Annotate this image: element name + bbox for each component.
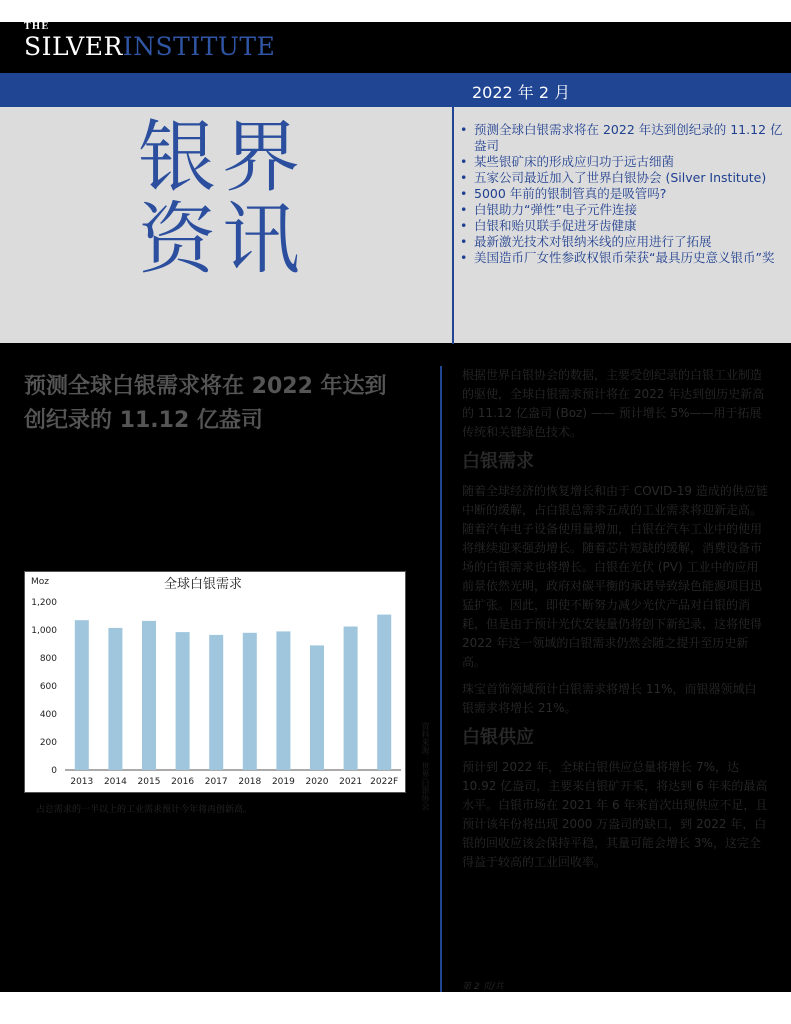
chart-svg [25,572,405,792]
bar [75,620,89,770]
masthead-divider [452,73,454,344]
chart-title: 全球白银需求 [163,577,243,592]
article-body [462,366,768,880]
article-headline: 预测全球白银需求将在 2022 年达到创纪录的 11.12 亿盎司 [24,374,387,433]
demand-paragraph-2: 珠宝首饰领域预计白银需求将增长 11%，而银器领域白银需求将增长 21%。 [462,682,757,715]
logo-wordmark [24,32,275,61]
demand-paragraph-1: 随着全球经济的恢复增长和由于 COVID-19 造成的供应链中断的缓解，占白银总需求五成的工业需求将迎新走高。随着汽车电子设备使用量增加，白银在汽车工业中的使用将继续迎来强劲增长。随着芯片短缺的缓解，消费设备市场的白银需求也将增长。白银在光伏 (PV) 工业中的应用前景依然光明，政府对碳平衡的承诺导致绿色能源项目迅猛扩张。因此，即使不断努力减少光伏产品对白银的消耗，但是由于预计光伏安装量仍将创下新纪录，这将使得 2022 年这一领域的白银需求仍然会随之提升至历史新高。 [462,484,768,669]
bar [344,627,358,771]
toc-item[interactable]: • 白银助力“弹性”电子元件连接 [458,202,791,218]
logo-the: THE [24,22,50,32]
logo-institute: INSTITUTE [122,32,276,61]
x-tick-label: 2020 [305,777,329,787]
silver-demand-chart [24,571,406,793]
x-tick-label: 2018 [238,777,262,787]
x-tick-label: 2021 [339,777,363,787]
page [0,22,791,992]
issue-date: 2022 年 2 月 [472,83,571,102]
bar [377,615,391,770]
toc-item[interactable]: • 某些银矿床的形成应归功于远古细菌 [458,154,791,170]
y-tick-label: 600 [39,682,57,692]
article-intro: 根据世界白银协会的数据，主要受创纪录的白银工业制造的驱使，全球白银需求预计将在 2022 年达到创历史新高的 11.12 亿盎司 (Boz) —— 预计增长 5%——用于拓展传统和关键绿色技术。 [462,368,765,439]
x-tick-label: 2017 [204,777,228,787]
y-tick-label: 800 [39,654,57,664]
chart-ylabel: Moz [31,577,49,587]
y-tick-label: 1,000 [31,626,57,636]
x-tick-label: 2016 [171,777,195,787]
header-banner [0,73,791,107]
supply-heading: 白银供应 [462,727,534,748]
masthead-title-line1: 银界 [138,113,307,203]
y-tick-label: 0 [51,766,57,776]
x-tick-label: 2019 [271,777,295,787]
page-footer: 第 2 页/共 [462,982,504,992]
chart-marks [31,598,398,787]
table-of-contents [458,122,791,266]
toc-item[interactable]: • 白银和贻贝联手促进牙齿健康 [458,218,791,234]
logo-silver: SILVER [24,32,123,61]
x-tick-label: 2022F [370,777,399,787]
bar [310,645,324,770]
chart-caption: 占总需求的一半以上的工业需求预计今年将再创新高。 [36,805,253,815]
y-tick-label: 1,200 [31,598,57,608]
bar [108,628,122,770]
bar [176,632,190,770]
y-tick-label: 400 [39,710,57,720]
supply-paragraph-1: 预计到 2022 年，全球白银供应总量将增长 7%，达 10.92 亿盎司，主要来自银矿开采，将达到 6 年来的最高水平。白银市场在 2021 年 6 年来首次出现供应不足，且预计该年份将出现 2000 万盎司的缺口，到 2022 年，白银的回收应该会保持平稳，其量可能会增长 3%，这完全得益于较高的工业回收率。 [462,760,768,869]
y-tick-label: 200 [39,738,57,748]
x-tick-label: 2013 [70,777,94,787]
x-tick-label: 2014 [103,777,127,787]
masthead-title-line2: 资讯 [138,195,307,285]
bar [276,631,290,770]
column-divider [440,366,442,992]
bar [243,633,257,770]
x-tick-label: 2015 [137,777,161,787]
toc-item[interactable]: • 预测全球白银需求将在 2022 年达到创纪录的 11.12 亿盎司 [458,122,791,154]
masthead-title [138,113,338,285]
bar [142,621,156,770]
toc-item[interactable]: • 五家公司最近加入了世界白银协会 (Silver Institute) [458,170,791,186]
chart-source-note: 资料来源：世界白银协会 [421,722,430,810]
toc-item[interactable]: • 美国造币厂女性参政权银币荣获“最具历史意义银币”奖 [458,250,791,266]
demand-heading: 白银需求 [462,451,534,472]
toc-item[interactable]: • 5000 年前的银制管真的是吸管吗? [458,186,791,202]
toc-item[interactable]: • 最新激光技术对银纳米线的应用进行了拓展 [458,234,791,250]
bar [209,635,223,770]
